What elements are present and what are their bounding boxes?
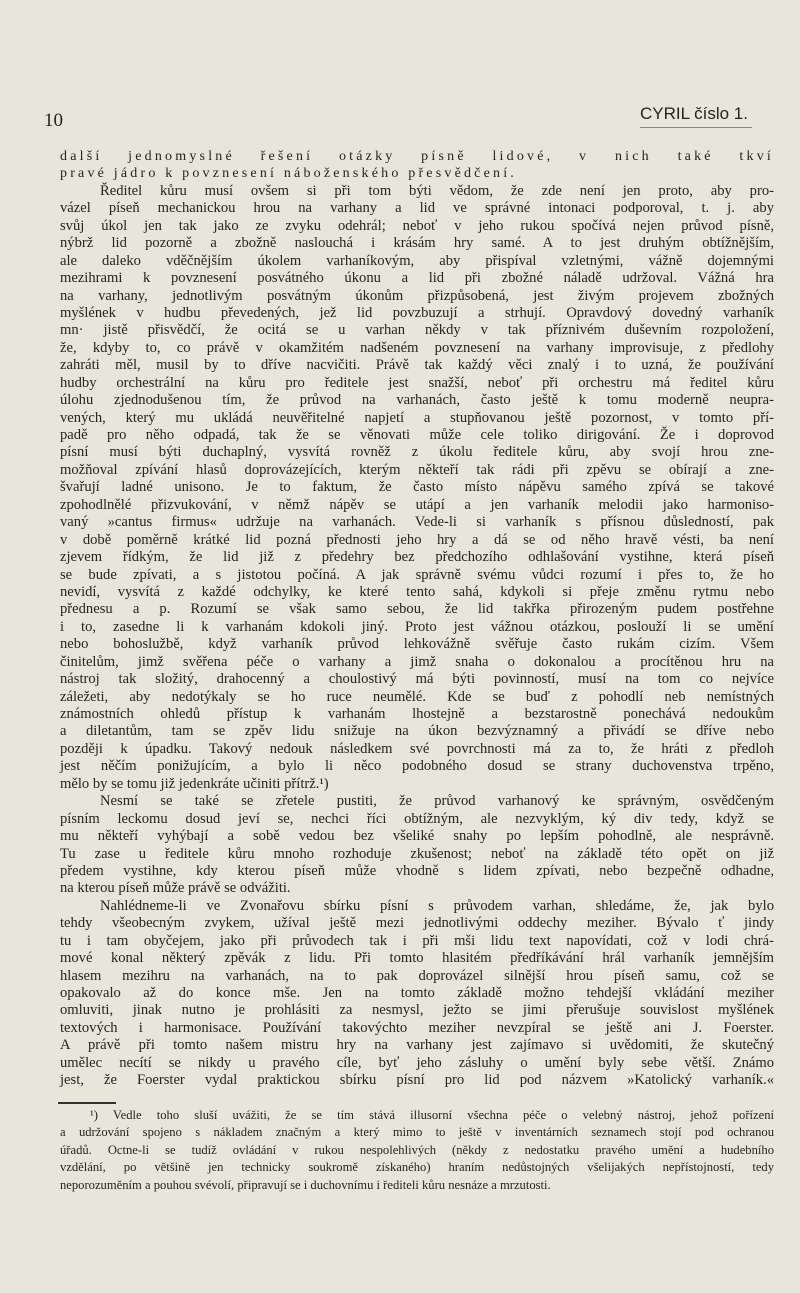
text-line: ale daleko vděčnějším úkolem varhaníkovým, aby přispíval vzletnými, vážně dojemnými bbox=[60, 252, 774, 269]
page-number: 10 bbox=[44, 110, 63, 131]
text-line: svůj úkol jen tak jako ze zvyku odehrál; neboť v jeho rukou spočívá nejen průvod písně, bbox=[60, 217, 774, 234]
text-line: tu i tam obyčejem, jako při průvodech tak i při mši lidu text napovídati, což v lodi chrá- bbox=[60, 932, 774, 949]
text-line: Nesmí se také se zřetele pustiti, že průvod varhanový ke správným, osvědčeným bbox=[100, 793, 774, 810]
footnote-line: neporozuměním a pouhou svévolí, připravují se i duchovnímu i řediteli kůru nesnáze a mrzutosti. bbox=[60, 1177, 551, 1192]
text-line: další jednomyslné řešení otázky písně lidové, v nich také tkví bbox=[60, 149, 774, 164]
text-line: Nahlédneme-li ve Zvonařovu sbírku písní s průvodem varhan, shledáme, že, jak bylo bbox=[100, 897, 774, 914]
text-line: písní musí býti duchaplný, vysvítá rovněž z úkolu ředitele kůru, aby svojí hrou zne- bbox=[60, 444, 774, 461]
text-line: umělec necítí se nikdy u pravého cíle, byť jeho zásluhy o umění byly sebe větší. Známo bbox=[60, 1054, 774, 1071]
text-line: na kterou píseň může právě se odvážiti. bbox=[60, 880, 291, 897]
footnote-line: úřadů. Octne-li se tudíž ovládání v rukou nespolehlivých (někdy z nedostatku pravého umění a hudebního bbox=[60, 1142, 774, 1157]
text-line: úlohu zjednodušenou tím, že průvod na varhanách, často ještě k tomu moderně neupra- bbox=[60, 392, 774, 409]
text-line: opakovalo až do konce mše. Jen na tomto základě možno tehdejší vkládání meziher bbox=[60, 985, 774, 1001]
text-line: možňoval zpívání hlasů doprovázejících, kterým někteří tak rádi při zpěvu se obírají a zne- bbox=[60, 461, 774, 478]
text-line: padě pro něho odpadá, tak že se věnovati může cele toliko dirigování. Že i doprovod bbox=[60, 427, 774, 443]
text-line: hlasem mezihru na varhanách, na to pak doprovázel silnější hrou píseň samu, což se bbox=[60, 967, 774, 984]
footnote-line: vzdělání, po většině jen technicky soukromě získaného) hraním nedůstojných všelijakých nepřístojností, tedy bbox=[60, 1160, 774, 1175]
text-line: zahráti měl, musil by to dříve nacvičiti. Právě tak každý věci znalý i to uzná, že používání bbox=[60, 357, 774, 374]
text-line: mělo by se tomu již jedenkráte učiniti přítrž.¹) bbox=[60, 775, 329, 792]
text-line: že, kdyby to, co právě v okamžitém nadšeném povznesení na varhany improvisuje, z předlohy bbox=[60, 339, 774, 356]
footnote-line: a udržování spojeno s nákladem značným a který mimo to ještě v inventárních seznamech stojí pod ochranou bbox=[60, 1125, 774, 1140]
text-line: mu někteří vyhýbají a sobě vedou bez všeliké snahy po lepším pohodlně, ale nesprávně. bbox=[60, 828, 774, 845]
text-line: nýbrž lid pozorně a zbožně naslouchá i krásám hry samé. A to jest druhým obtížnějším, bbox=[60, 235, 774, 252]
text-line: známostních ohledů přístup k varhanám lhostejně a bezstarostně ponechává nedoukům bbox=[60, 706, 774, 722]
text-line: hudby orchestrální na kůru pro ředitele jest snažší, neboť při orchestru má ředitel kůru bbox=[60, 374, 774, 391]
text-line: mn· jistě přisvědčí, že ocitá se u varhan někdy v tak příznivém duševním rozpoložení, bbox=[60, 322, 774, 339]
text-line: později k úpadku. Takový nedouk následkem své povrchnosti má za to, že hráti z předloh bbox=[60, 740, 774, 757]
text-line: pravé jádro k povznesení náboženského přesvědčení. bbox=[60, 166, 517, 182]
text-line: nebo bohoslužbě, když varhaník průvod lehkovážně svěřuje často rukám cizím. Všem bbox=[60, 636, 774, 653]
footnote-line: ¹) Vedle toho sluší uvážiti, že se tím stává illusorní všechna péče o velebný nástroj, jehož pořízení bbox=[90, 1108, 774, 1122]
text-line: myšlének v hudbu převedených, jež lid povzbuzují a strhují. Opravdový dovedný varhaník bbox=[60, 304, 774, 321]
text-line: a diletantům, tam se zpěv lidu snižuje na úkon bezvýznamný a přivádí se dříve nebo bbox=[60, 723, 774, 740]
article-body bbox=[60, 148, 774, 1090]
text-line: jest, že Foerster vydal praktickou sbírku písní pro lid pod názvem »Katolický varhaník.« bbox=[60, 1072, 774, 1089]
text-line: zjevem řídkým, že lid již z předehry bez předchozího odhlašování vystihne, která píseň bbox=[60, 549, 774, 566]
text-line: švařují ladné unisono. Je to faktum, že často místo nápěvu samého zpívá se takové bbox=[60, 479, 774, 496]
text-line: písním leckomu dosud jeví se, nechci říci obtížným, ale nezvyklým, ký div tedy, když se bbox=[60, 810, 774, 827]
text-line: Tu zase u ředitele kůru mnoho rozhoduje zkušenost; neboť na základě této opět on již bbox=[60, 845, 774, 862]
text-line: na varhany, jednotlivým posvátným úkonům přizpůsobená, jest živým projevem zbožných bbox=[60, 287, 774, 304]
text-line: přednesu a p. Rozumí se však samo sebou, že lid takřka přirozeným pudem postřehne bbox=[60, 601, 774, 618]
text-line: jest něčím ponižujícím, a bylo li něco podobného dosud se strany duchovenstva trpěno, bbox=[60, 758, 774, 775]
text-line: předem vystihne, kdy kterou píseň může vhodně s lidem zpívati, nebo bezpečně odhadne, bbox=[60, 862, 774, 879]
text-line: mové konal některý zpěvák z lidu. Při tomto hlasitém předříkávání hrál varhaník jemnějším bbox=[60, 950, 774, 967]
footnote-separator bbox=[58, 1102, 116, 1104]
text-line: tehdy všeobecným zvykem, užíval ještě mezi jednotlivými oddechy meziher. Bývalo ť jindy bbox=[60, 915, 774, 932]
text-line: v době poměrně krátké lid pozná přednosti jeho hry a dá se od něho hravě vésti, ba není bbox=[60, 531, 774, 548]
text-line: nevidí, vysvítá z každé odchylky, ke které tento sahá, kdykoli si přeje změnu rytmu nebo bbox=[60, 583, 774, 600]
text-line: i to, zasedne li k varhanám kdokoli jiný. Proto jest vážnou otázkou, poslouží li se umění bbox=[60, 618, 774, 635]
footnote bbox=[60, 1107, 774, 1194]
text-line: omluviti, jinak nutno je prohlásiti za nesmysl, ježto se jimi přerušuje souvislost myšlének bbox=[60, 1002, 774, 1019]
text-line: záležeti, aby nedotýkaly se ho ruce neumělé. Kde se buď z pohodlí neb nemístných bbox=[60, 688, 774, 705]
text-line: A právě při tomto našem mistru hry na varhany jest zajímavo si uvědomiti, že skutečný bbox=[60, 1037, 774, 1054]
text-line: vaný »cantus firmus« udržuje na varhanách. Vede-li si varhaník s přísnou důsledností, pak bbox=[60, 514, 774, 531]
text-line: mezihrami k povznesení posvátného úkonu a lid při zbožné náladě udržoval. Vážná hra bbox=[60, 270, 774, 287]
text-line: Ředitel kůru musí ovšem si při tom býti vědom, že zde není jen proto, aby pro- bbox=[100, 182, 774, 199]
text-line: zpohodlnělé přizvukování, v němž nápěv se utápí a jen varhaník melodii jako harmoniso- bbox=[60, 496, 774, 513]
text-line: vázel píseň mechanickou hrou na varhany a lid ve správné intonaci podporoval, t. j. aby bbox=[60, 200, 774, 217]
text-line: textových i harmonisace. Používání takovýchto meziher nevzpíral se ještě ani J. Foerster. bbox=[60, 1019, 774, 1036]
text-line: se bude zpívati, a s jistotou počíná. A jak správně svému vůdci rozumí i přes to, že ho bbox=[60, 566, 774, 583]
text-line: činitelům, jimž svěřena péče o varhany a jimž snaha o dokonalou a procítěnou hru na bbox=[60, 653, 774, 670]
text-line: nástroj tak složitý, drahocenný a choulostivý má býti povinností, musí na tom co nejvíce bbox=[60, 671, 774, 688]
running-header: CYRIL číslo 1. bbox=[640, 104, 752, 128]
text-line: vených, který mu ukládá neuvěřitelné napjetí a stupňovanou ještě pozornost, v tomto pří- bbox=[60, 409, 774, 426]
